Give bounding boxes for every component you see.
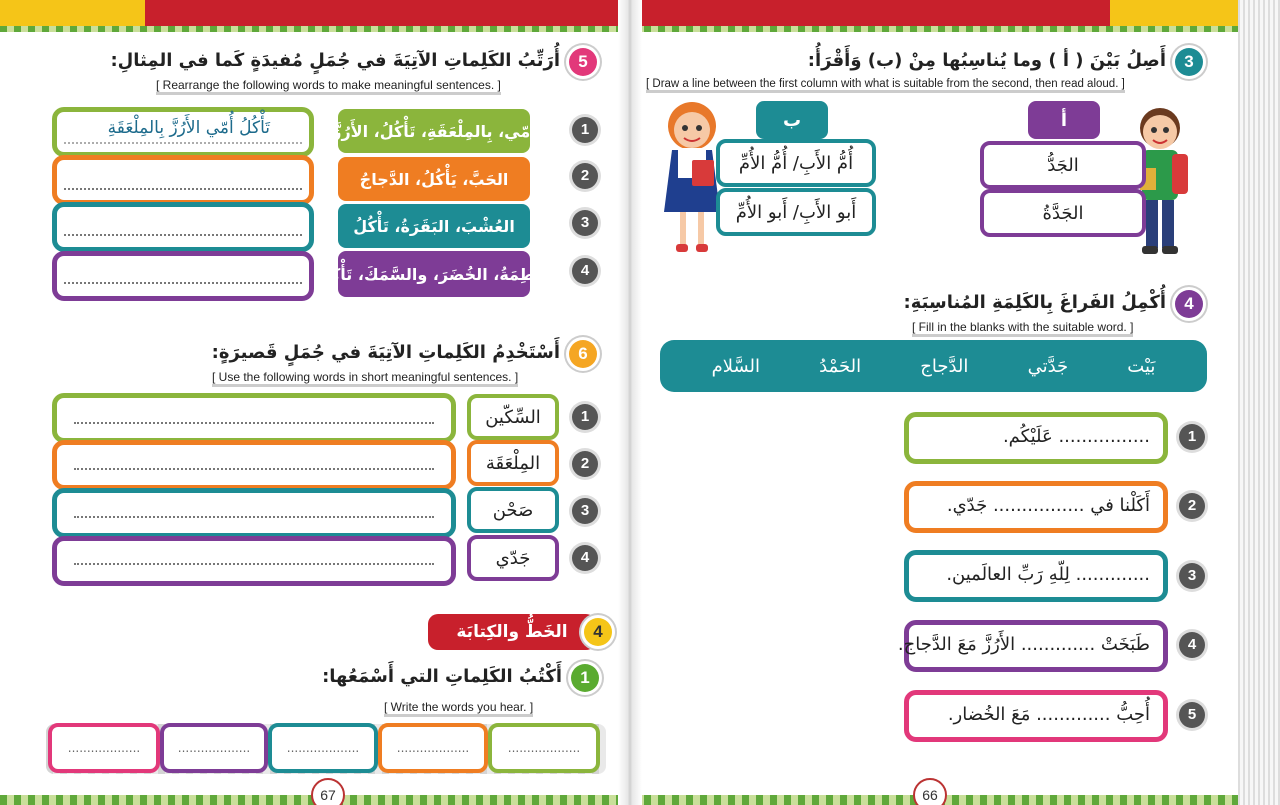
row-number: 4 (572, 258, 598, 284)
answer-line[interactable] (64, 234, 302, 236)
write-box-2[interactable]: ................... (160, 723, 268, 773)
sentence-text[interactable]: ................ عَلَيْكُم. (1002, 426, 1150, 447)
column-a-item-1[interactable]: الجَدُّ (980, 141, 1146, 189)
answer-bracket (52, 202, 314, 252)
row-number: 1 (572, 404, 598, 430)
row-number: 5 (1179, 702, 1205, 728)
row-number: 3 (1179, 563, 1205, 589)
sentence-bracket (52, 393, 456, 443)
write-box-4[interactable]: ................... (378, 723, 488, 773)
exercise-3-subtitle: [ Draw a line between the first column with what is suitable from the second, then read aloud. ] (646, 78, 1125, 93)
word-pill: العُشْبَ، البَقَرَةُ، تَأْكُلُ (338, 204, 530, 248)
answer-line[interactable] (64, 282, 302, 284)
sentence-bracket (52, 536, 456, 586)
word-box: جَدّي (467, 535, 559, 581)
word-bank-item: بَيْت (1127, 355, 1156, 377)
row-number: 1 (1179, 424, 1205, 450)
page-edges (1238, 0, 1280, 805)
sentence-bracket (52, 440, 456, 490)
answer-line[interactable] (64, 188, 302, 190)
section-4-badge: 4 (584, 618, 612, 646)
sentence-text[interactable]: أَكَلْنا في ................ جَدّي. (946, 495, 1150, 516)
word-bank-item: الدَّجاج (920, 355, 969, 377)
row-number: 3 (572, 498, 598, 524)
exercise-write-badge: 1 (571, 664, 599, 692)
word-pill: فاطِمَةُ، الخُضَرَ، والسَّمَكَ، تَأْكُلُ (338, 251, 530, 297)
word-bank-item: جَدَّتي (1027, 355, 1069, 377)
exercise-4-title: أُكْمِلُ الفَراغَ بِالكَلِمَةِ المُناسِبَةِ: (903, 292, 1166, 313)
word-box: المِلْعَقَة (467, 440, 559, 486)
sentence-line[interactable] (74, 563, 434, 565)
exercise-5-subtitle: [ Rearrange the following words to make meaningful sentences. ] (156, 78, 501, 95)
column-b-item-2[interactable]: أَبو الأَبِ/ أَبو الأُمِّ (716, 188, 876, 236)
book-spine (618, 0, 642, 805)
column-a-item-2[interactable]: الجَدَّةُ (980, 189, 1146, 237)
sentence-text[interactable]: ............. لِلّهِ رَبِّ العالَمين. (946, 564, 1150, 585)
exercise-3-badge: 3 (1175, 48, 1203, 76)
sentence-bracket (52, 488, 456, 538)
sentence-line[interactable] (74, 516, 434, 518)
section-4-banner: الخَطُّ والكِتابَة (428, 614, 596, 650)
sentence-line[interactable] (74, 422, 434, 424)
page-number-right: 66 (913, 778, 947, 805)
exercise-6-subtitle: [ Use the following words in short meaningful sentences. ] (212, 370, 518, 387)
exercise-4-badge: 4 (1175, 290, 1203, 318)
top-band-right (1110, 0, 1240, 26)
exercise-6-title: أَسْتَخْدِمُ الكَلِماتِ الآتِيَةَ في جُمَلٍ قَصيرَةٍ: (211, 342, 560, 363)
column-b-header: ب (756, 101, 828, 139)
row-number: 4 (1179, 632, 1205, 658)
row-number: 1 (572, 117, 598, 143)
exercise-6-badge: 6 (569, 340, 597, 368)
sentence-text[interactable]: أُحِبُّ ............. مَعَ الخُضار. (947, 704, 1150, 725)
exercise-write-title: أَكْتُبُ الكَلِماتِ التي أَسْمَعُها: (322, 666, 562, 687)
word-box: صَحْن (467, 487, 559, 533)
row-number: 2 (572, 451, 598, 477)
exercise-4-subtitle: [ Fill in the blanks with the suitable word. ] (912, 320, 1133, 337)
sentence-line[interactable] (74, 468, 434, 470)
word-bank-item: الحَمْدُ (819, 355, 862, 377)
column-a-header: أ (1028, 101, 1100, 139)
exercise-5-badge: 5 (569, 48, 597, 76)
exercise-5-title: أُرَتِّبُ الكَلِماتِ الآتِيَةَ في جُمَلٍ مُفيدَةٍ كَما في المِثالِ: (110, 50, 560, 71)
top-band-left (0, 0, 145, 26)
sentence-text[interactable]: طَبَخَتْ ............. الأَرُزَّ مَعَ الدَّجاج. (897, 634, 1150, 655)
page-number-left: 67 (311, 778, 345, 805)
row-number: 3 (572, 210, 598, 236)
exercise-3-title: أَصِلُ بَيْنَ ( أ ) وما يُناسِبُها مِنْ (ب) وَأَقْرَأُ: (807, 50, 1166, 71)
answer-bracket (52, 251, 314, 301)
write-box-1[interactable]: ................... (48, 723, 160, 773)
word-pill: الحَبَّ، يَأْكُلُ، الدَّجاجُ (338, 157, 530, 201)
row-number: 4 (572, 545, 598, 571)
word-box: السِّكّين (467, 394, 559, 440)
exercise-write-subtitle: [ Write the words you hear. ] (384, 700, 533, 717)
answer-bracket (52, 155, 314, 205)
write-box-5[interactable]: ................... (488, 723, 600, 773)
row-number: 2 (572, 163, 598, 189)
example-answer: تَأْكُلُ أُمّي الأَرُزَّ بِالمِلْعَقَةِ (107, 118, 270, 138)
write-box-3[interactable]: ................... (268, 723, 378, 773)
row-number: 2 (1179, 493, 1205, 519)
column-b-item-1[interactable]: أُمُّ الأَبِ/ أُمُّ الأُمِّ (716, 139, 876, 187)
word-pill: أُمّي، بِالمِلْعَقَةِ، تَأْكُلُ، الأَرُزَّ (338, 109, 530, 153)
word-bank (660, 340, 1207, 392)
word-bank-item: السَّلام (711, 355, 760, 377)
answer-line (64, 142, 302, 144)
